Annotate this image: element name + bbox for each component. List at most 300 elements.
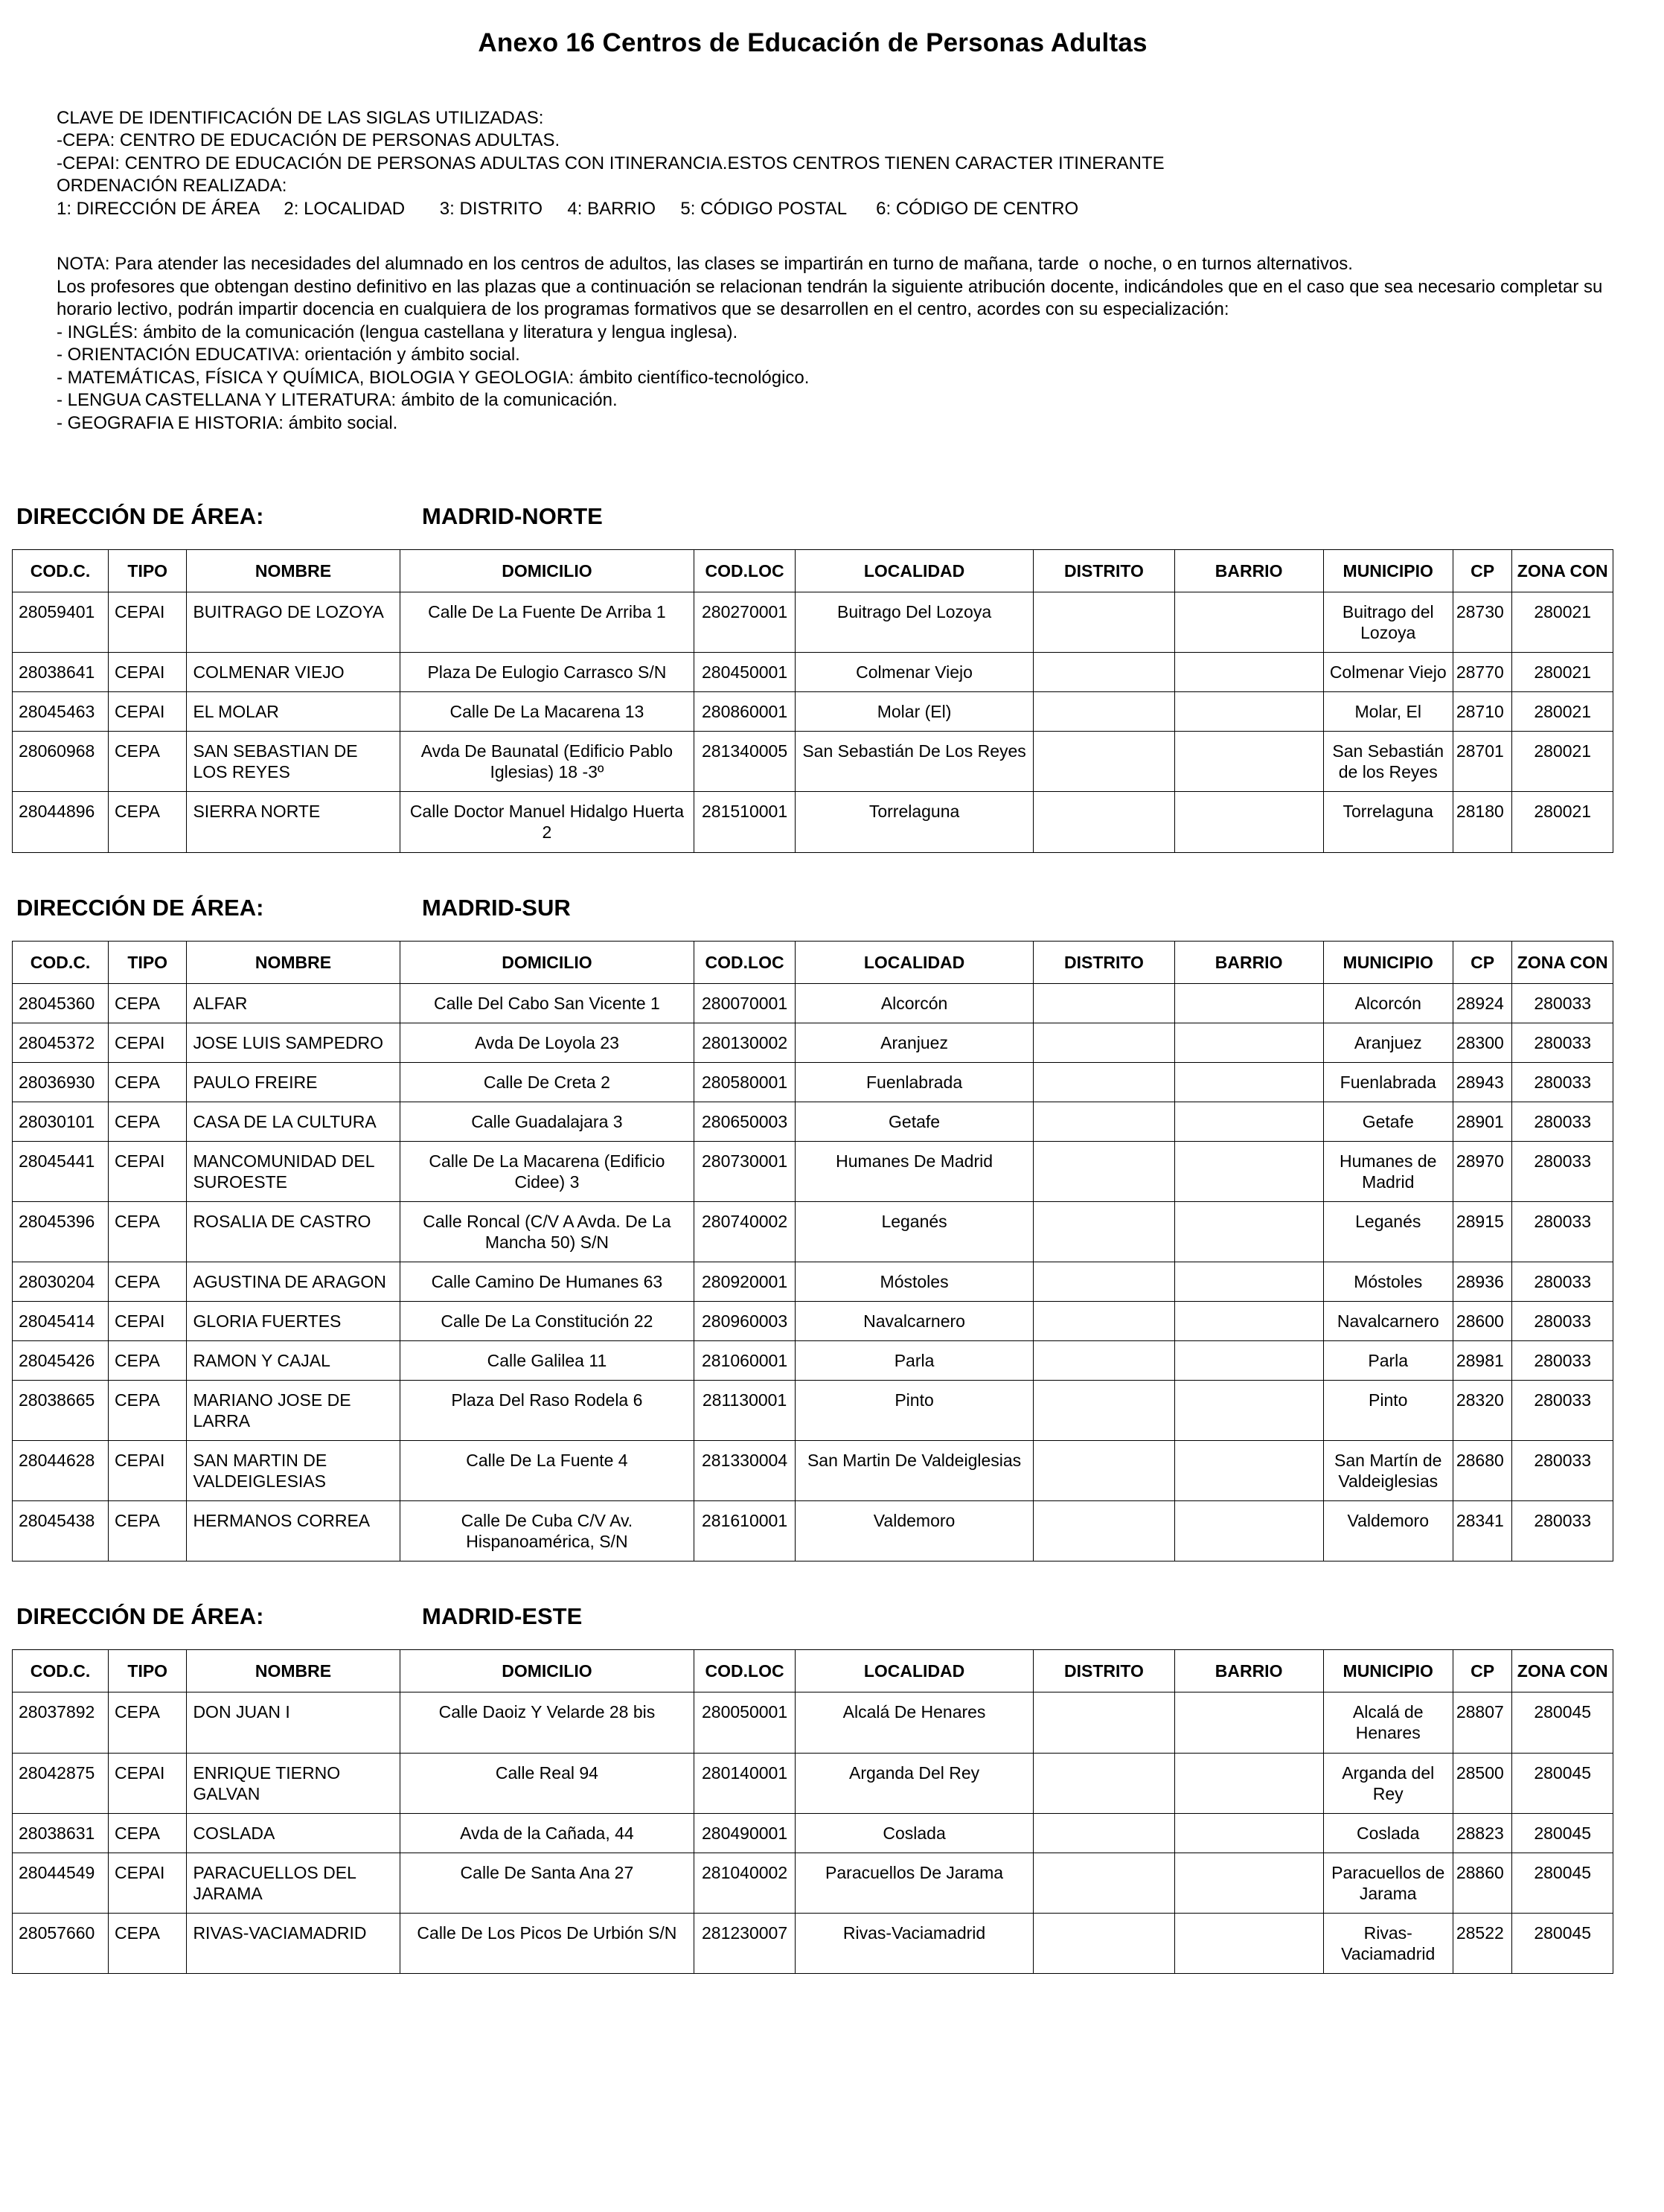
table-cell: 28045360 <box>13 983 109 1023</box>
table-cell: RAMON Y CAJAL <box>187 1341 400 1381</box>
table-cell: Valdemoro <box>1323 1501 1453 1561</box>
text-line: - GEOGRAFIA E HISTORIA: ámbito social. <box>57 412 398 433</box>
table-cell: Avda de la Cañada, 44 <box>400 1813 694 1853</box>
table-cell: 28036930 <box>13 1062 109 1102</box>
table-cell: Parla <box>1323 1341 1453 1381</box>
table-cell: Calle De La Macarena (Edificio Cidee) 3 <box>400 1141 694 1201</box>
table-cell: 280450001 <box>694 653 796 692</box>
table-row <box>13 1753 1613 1813</box>
table-cell: 281330004 <box>694 1441 796 1501</box>
table-cell: 280021 <box>1512 792 1613 852</box>
table-cell: CEPAI <box>109 1441 187 1501</box>
table-cell: 28045463 <box>13 692 109 732</box>
intro-text <box>57 107 1613 435</box>
table-body <box>13 592 1613 852</box>
table-cell: 28037892 <box>13 1692 109 1753</box>
section-madrid-sur <box>12 895 1613 1562</box>
table-cell: Valdemoro <box>795 1501 1034 1561</box>
table-cell: Rivas-Vaciamadrid <box>1323 1913 1453 1973</box>
table-cell <box>1174 1501 1323 1561</box>
table-cell: PARACUELLOS DEL JARAMA <box>187 1853 400 1913</box>
area-name: MADRID-ESTE <box>422 1603 583 1630</box>
table-cell: CEPAI <box>109 1753 187 1813</box>
column-header: LOCALIDAD <box>795 550 1034 592</box>
table-cell: 28045438 <box>13 1501 109 1561</box>
table-cell: 281610001 <box>694 1501 796 1561</box>
table-cell: CEPA <box>109 792 187 852</box>
table-cell: Humanes De Madrid <box>795 1141 1034 1201</box>
section-heading <box>16 895 1613 921</box>
table-cell: 280140001 <box>694 1753 796 1813</box>
table-cell <box>1174 1102 1323 1141</box>
table-cell: Parla <box>795 1341 1034 1381</box>
table-cell: 28180 <box>1453 792 1512 852</box>
table-cell: CEPA <box>109 1102 187 1141</box>
table-cell: 280033 <box>1512 1102 1613 1141</box>
centers-table-este <box>12 1649 1613 1973</box>
table-cell: Leganés <box>1323 1201 1453 1262</box>
table-cell <box>1174 1023 1323 1062</box>
table-cell: Plaza De Eulogio Carrasco S/N <box>400 653 694 692</box>
table-cell <box>1034 1501 1174 1561</box>
column-header: MUNICIPIO <box>1323 550 1453 592</box>
table-cell: 28045372 <box>13 1023 109 1062</box>
table-cell: 28042875 <box>13 1753 109 1813</box>
table-cell <box>1174 792 1323 852</box>
table-cell: Getafe <box>1323 1102 1453 1141</box>
table-cell <box>1174 732 1323 792</box>
nota-block <box>57 253 1613 435</box>
table-cell: 28045426 <box>13 1341 109 1381</box>
area-label: DIRECCIÓN DE ÁREA: <box>16 894 264 921</box>
table-cell: Calle De Los Picos De Urbión S/N <box>400 1913 694 1973</box>
table-cell: 28500 <box>1453 1753 1512 1813</box>
section-heading <box>16 503 1613 530</box>
table-cell: Calle Camino De Humanes 63 <box>400 1262 694 1301</box>
column-header: DOMICILIO <box>400 1650 694 1692</box>
table-cell: 281130001 <box>694 1381 796 1441</box>
text-line: Los profesores que obtengan destino definitivo en las plazas que a continuación se relacionan tendrán la siguiente atribución docente, indicándoles que en el caso que sea necesario completar su horario lectivo, podrán impartir docencia en cualquiera de los programas formativos que se desarrollen en el centro, acordes con su especialización: <box>57 276 1608 320</box>
table-cell <box>1174 1813 1323 1853</box>
text-line: - INGLÉS: ámbito de la comunicación (lengua castellana y literatura y lengua inglesa). <box>57 322 738 342</box>
table-cell: Móstoles <box>1323 1262 1453 1301</box>
table-cell: 280033 <box>1512 1201 1613 1262</box>
table-cell <box>1174 1853 1323 1913</box>
table-header-row <box>13 941 1613 983</box>
table-cell: CEPA <box>109 732 187 792</box>
table-cell: CEPA <box>109 1913 187 1973</box>
table-cell <box>1034 1853 1174 1913</box>
table-cell: CEPA <box>109 1692 187 1753</box>
column-header: MUNICIPIO <box>1323 941 1453 983</box>
table-cell: 280021 <box>1512 732 1613 792</box>
table-cell: DON JUAN I <box>187 1692 400 1753</box>
table-cell: 280860001 <box>694 692 796 732</box>
table-cell: 28045441 <box>13 1141 109 1201</box>
table-cell: Fuenlabrada <box>795 1062 1034 1102</box>
table-cell <box>1034 1141 1174 1201</box>
table-row <box>13 792 1613 852</box>
table-cell: Móstoles <box>795 1262 1034 1301</box>
table-cell <box>1034 1753 1174 1813</box>
table-cell: Torrelaguna <box>795 792 1034 852</box>
section-madrid-norte <box>12 503 1613 852</box>
column-header: NOMBRE <box>187 550 400 592</box>
table-cell: 28038631 <box>13 1813 109 1853</box>
table-cell: 280070001 <box>694 983 796 1023</box>
column-header: ZONA CON <box>1512 941 1613 983</box>
area-label: DIRECCIÓN DE ÁREA: <box>16 503 264 530</box>
table-cell: ROSALIA DE CASTRO <box>187 1201 400 1262</box>
table-cell: Avda De Baunatal (Edificio Pablo Iglesias) 18 -3º <box>400 732 694 792</box>
table-cell: 281040002 <box>694 1853 796 1913</box>
table-row <box>13 1301 1613 1340</box>
table-cell: Plaza Del Raso Rodela 6 <box>400 1381 694 1441</box>
table-cell <box>1174 1913 1323 1973</box>
table-cell: Calle De La Macarena 13 <box>400 692 694 732</box>
table-cell: 280580001 <box>694 1062 796 1102</box>
table-cell: 280050001 <box>694 1692 796 1753</box>
table-cell <box>1034 1913 1174 1973</box>
table-row <box>13 1102 1613 1141</box>
table-cell <box>1174 653 1323 692</box>
table-cell: Calle Roncal (C/V A Avda. De La Mancha 50) S/N <box>400 1201 694 1262</box>
table-cell <box>1034 1381 1174 1441</box>
table-cell: 280650003 <box>694 1102 796 1141</box>
table-cell <box>1034 983 1174 1023</box>
table-cell: Calle De Santa Ana 27 <box>400 1853 694 1913</box>
column-header: DISTRITO <box>1034 941 1174 983</box>
table-cell: 28943 <box>1453 1062 1512 1102</box>
table-cell: 28936 <box>1453 1262 1512 1301</box>
table-header-row <box>13 550 1613 592</box>
table-cell: Calle Galilea 11 <box>400 1341 694 1381</box>
table-cell: 281230007 <box>694 1913 796 1973</box>
table-cell: 280045 <box>1512 1692 1613 1753</box>
table-cell: 28770 <box>1453 653 1512 692</box>
table-cell <box>1034 732 1174 792</box>
table-cell: Aranjuez <box>795 1023 1034 1062</box>
table-cell: COSLADA <box>187 1813 400 1853</box>
column-header: TIPO <box>109 1650 187 1692</box>
column-header: COD.C. <box>13 1650 109 1692</box>
table-cell: RIVAS-VACIAMADRID <box>187 1913 400 1973</box>
table-cell: Buitrago Del Lozoya <box>795 592 1034 653</box>
table-cell: Buitrago del Lozoya <box>1323 592 1453 653</box>
table-cell: Paracuellos De Jarama <box>795 1853 1034 1913</box>
table-cell: 28710 <box>1453 692 1512 732</box>
table-row <box>13 983 1613 1023</box>
table-cell: 281060001 <box>694 1341 796 1381</box>
table-header-row <box>13 1650 1613 1692</box>
table-cell: CEPA <box>109 1381 187 1441</box>
text-line: NOTA: Para atender las necesidades del alumnado en los centros de adultos, las clases se impartirán en turno de mañana, tarde o noche, o en turnos alternativos. <box>57 254 1353 275</box>
table-cell: 281340005 <box>694 732 796 792</box>
column-header: BARRIO <box>1174 1650 1323 1692</box>
table-cell: SAN MARTIN DE VALDEIGLESIAS <box>187 1441 400 1501</box>
table-cell: 280033 <box>1512 1381 1613 1441</box>
area-name: MADRID-NORTE <box>422 503 603 530</box>
table-cell: BUITRAGO DE LOZOYA <box>187 592 400 653</box>
column-header: TIPO <box>109 550 187 592</box>
table-cell: 280033 <box>1512 1262 1613 1301</box>
table-body <box>13 983 1613 1561</box>
table-cell: 28044628 <box>13 1441 109 1501</box>
table-cell: 28038665 <box>13 1381 109 1441</box>
table-cell: 280045 <box>1512 1913 1613 1973</box>
table-cell: 28030101 <box>13 1102 109 1141</box>
text-line: - ORIENTACIÓN EDUCATIVA: orientación y ámbito social. <box>57 345 520 365</box>
table-row <box>13 592 1613 653</box>
table-cell: 28341 <box>1453 1501 1512 1561</box>
table-body <box>13 1692 1613 1973</box>
table-cell: CEPAI <box>109 592 187 653</box>
table-cell: San Martin De Valdeiglesias <box>795 1441 1034 1501</box>
table-cell <box>1174 692 1323 732</box>
table-cell: Molar (El) <box>795 692 1034 732</box>
table-cell: CEPA <box>109 1201 187 1262</box>
table-cell: Calle Daoiz Y Velarde 28 bis <box>400 1692 694 1753</box>
text-line: 1: DIRECCIÓN DE ÁREA 2: LOCALIDAD 3: DISTRITO 4: BARRIO 5: CÓDIGO POSTAL 6: CÓDIGO DE CENTRO <box>57 198 1079 219</box>
table-row <box>13 1501 1613 1561</box>
table-row <box>13 1141 1613 1201</box>
table-cell: 28060968 <box>13 732 109 792</box>
table-cell: 28730 <box>1453 592 1512 653</box>
table-cell <box>1034 1062 1174 1102</box>
table-cell: PAULO FREIRE <box>187 1062 400 1102</box>
table-cell: 28981 <box>1453 1341 1512 1381</box>
column-header: LOCALIDAD <box>795 941 1034 983</box>
column-header: TIPO <box>109 941 187 983</box>
table-cell <box>1174 1341 1323 1381</box>
table-cell: 28915 <box>1453 1201 1512 1262</box>
table-cell: Humanes de Madrid <box>1323 1141 1453 1201</box>
table-cell: 280045 <box>1512 1813 1613 1853</box>
table-cell: CEPA <box>109 1813 187 1853</box>
table-cell: MARIANO JOSE DE LARRA <box>187 1381 400 1441</box>
column-header: ZONA CON <box>1512 1650 1613 1692</box>
table-cell: Alcorcón <box>795 983 1034 1023</box>
table-row <box>13 1341 1613 1381</box>
table-cell: 28970 <box>1453 1141 1512 1201</box>
column-header: ZONA CON <box>1512 550 1613 592</box>
table-cell: 28038641 <box>13 653 109 692</box>
column-header: COD.C. <box>13 550 109 592</box>
table-row <box>13 1813 1613 1853</box>
table-cell <box>1174 1201 1323 1262</box>
table-row <box>13 1853 1613 1913</box>
column-header: CP <box>1453 941 1512 983</box>
table-cell <box>1034 1692 1174 1753</box>
table-cell: Paracuellos de Jarama <box>1323 1853 1453 1913</box>
table-row <box>13 1262 1613 1301</box>
table-cell: CEPAI <box>109 1853 187 1913</box>
table-cell: 28059401 <box>13 592 109 653</box>
table-cell: 28045414 <box>13 1301 109 1340</box>
column-header: DISTRITO <box>1034 550 1174 592</box>
table-cell <box>1034 1201 1174 1262</box>
table-cell: Navalcarnero <box>1323 1301 1453 1340</box>
column-header: CP <box>1453 550 1512 592</box>
table-cell: 28320 <box>1453 1381 1512 1441</box>
table-cell <box>1034 1813 1174 1853</box>
table-cell: 28924 <box>1453 983 1512 1023</box>
table-cell: CEPA <box>109 983 187 1023</box>
column-header: DOMICILIO <box>400 550 694 592</box>
centers-table-norte <box>12 549 1613 852</box>
table-cell: JOSE LUIS SAMPEDRO <box>187 1023 400 1062</box>
table-cell: 28807 <box>1453 1692 1512 1753</box>
table-cell: 28901 <box>1453 1102 1512 1141</box>
table-cell: Molar, El <box>1323 692 1453 732</box>
table-cell <box>1034 653 1174 692</box>
table-cell <box>1174 1301 1323 1340</box>
table-cell: SAN SEBASTIAN DE LOS REYES <box>187 732 400 792</box>
table-cell: Arganda del Rey <box>1323 1753 1453 1813</box>
table-cell: CEPAI <box>109 653 187 692</box>
table-cell <box>1174 1692 1323 1753</box>
area-name: MADRID-SUR <box>422 894 571 921</box>
table-cell <box>1034 1341 1174 1381</box>
table-cell: Calle De La Constitución 22 <box>400 1301 694 1340</box>
table-cell: San Sebastián de los Reyes <box>1323 732 1453 792</box>
table-cell <box>1034 1262 1174 1301</box>
table-cell: 281510001 <box>694 792 796 852</box>
table-cell: Leganés <box>795 1201 1034 1262</box>
table-cell: Calle De Cuba C/V Av. Hispanoamérica, S/N <box>400 1501 694 1561</box>
table-cell: CEPA <box>109 1262 187 1301</box>
table-cell: CASA DE LA CULTURA <box>187 1102 400 1141</box>
table-cell: 280033 <box>1512 1301 1613 1340</box>
table-cell: 280730001 <box>694 1141 796 1201</box>
table-cell: Calle De La Fuente De Arriba 1 <box>400 592 694 653</box>
table-row <box>13 1023 1613 1062</box>
table-cell: Pinto <box>795 1381 1034 1441</box>
table-cell: 280740002 <box>694 1201 796 1262</box>
table-cell: Calle De La Fuente 4 <box>400 1441 694 1501</box>
text-line: CLAVE DE IDENTIFICACIÓN DE LAS SIGLAS UTILIZADAS: <box>57 108 544 128</box>
table-cell <box>1034 792 1174 852</box>
table-cell: 28057660 <box>13 1913 109 1973</box>
table-cell: Alcalá De Henares <box>795 1692 1034 1753</box>
table-cell: 28300 <box>1453 1023 1512 1062</box>
table-cell: CEPAI <box>109 1141 187 1201</box>
table-cell: Colmenar Viejo <box>795 653 1034 692</box>
table-cell: Alcorcón <box>1323 983 1453 1023</box>
table-cell: Pinto <box>1323 1381 1453 1441</box>
table-cell: 280021 <box>1512 653 1613 692</box>
table-cell: 280130002 <box>694 1023 796 1062</box>
column-header: DISTRITO <box>1034 1650 1174 1692</box>
column-header: CP <box>1453 1650 1512 1692</box>
column-header: NOMBRE <box>187 1650 400 1692</box>
table-cell: 28600 <box>1453 1301 1512 1340</box>
table-cell: 280045 <box>1512 1753 1613 1813</box>
table-cell: Coslada <box>1323 1813 1453 1853</box>
text-line: - MATEMÁTICAS, FÍSICA Y QUÍMICA, BIOLOGIA Y GEOLOGIA: ámbito científico-tecnológico. <box>57 367 810 388</box>
table-cell: 280033 <box>1512 1062 1613 1102</box>
table-cell: ENRIQUE TIERNO GALVAN <box>187 1753 400 1813</box>
table-row <box>13 732 1613 792</box>
table-row <box>13 1913 1613 1973</box>
table-cell <box>1174 1062 1323 1102</box>
table-row <box>13 1062 1613 1102</box>
table-cell: Navalcarnero <box>795 1301 1034 1340</box>
table-cell <box>1034 592 1174 653</box>
table-cell: AGUSTINA DE ARAGON <box>187 1262 400 1301</box>
table-cell <box>1174 1753 1323 1813</box>
table-cell <box>1034 1023 1174 1062</box>
table-cell: HERMANOS CORREA <box>187 1501 400 1561</box>
table-cell: 28680 <box>1453 1441 1512 1501</box>
text-line: ORDENACIÓN REALIZADA: <box>57 176 287 196</box>
table-cell: Alcalá de Henares <box>1323 1692 1453 1753</box>
table-cell: Fuenlabrada <box>1323 1062 1453 1102</box>
table-cell: CEPA <box>109 1062 187 1102</box>
table-cell: San Sebastián De Los Reyes <box>795 732 1034 792</box>
table-cell: Calle Real 94 <box>400 1753 694 1813</box>
table-cell <box>1034 692 1174 732</box>
table-cell: 280033 <box>1512 983 1613 1023</box>
area-label: DIRECCIÓN DE ÁREA: <box>16 1603 264 1630</box>
section-heading <box>16 1603 1613 1630</box>
table-cell: 28044896 <box>13 792 109 852</box>
table-cell: Rivas-Vaciamadrid <box>795 1913 1034 1973</box>
column-header: LOCALIDAD <box>795 1650 1034 1692</box>
table-cell: CEPA <box>109 1501 187 1561</box>
table-cell: ALFAR <box>187 983 400 1023</box>
column-header: COD.LOC <box>694 941 796 983</box>
table-cell: 280270001 <box>694 592 796 653</box>
column-header: COD.LOC <box>694 550 796 592</box>
table-row <box>13 1381 1613 1441</box>
table-cell: EL MOLAR <box>187 692 400 732</box>
table-row <box>13 692 1613 732</box>
column-header: COD.C. <box>13 941 109 983</box>
text-line: -CEPAI: CENTRO DE EDUCACIÓN DE PERSONAS ADULTAS CON ITINERANCIA.ESTOS CENTROS TIENEN CARACTER ITINERANTE <box>57 153 1165 173</box>
table-row <box>13 653 1613 692</box>
table-cell: 280920001 <box>694 1262 796 1301</box>
table-cell: Arganda Del Rey <box>795 1753 1034 1813</box>
text-line: -CEPA: CENTRO DE EDUCACIÓN DE PERSONAS ADULTAS. <box>57 130 560 151</box>
table-cell: Calle Guadalajara 3 <box>400 1102 694 1141</box>
table-row <box>13 1441 1613 1501</box>
table-cell <box>1034 1441 1174 1501</box>
column-header: BARRIO <box>1174 550 1323 592</box>
table-cell: Aranjuez <box>1323 1023 1453 1062</box>
table-cell: 280490001 <box>694 1813 796 1853</box>
table-row <box>13 1692 1613 1753</box>
table-cell: 28044549 <box>13 1853 109 1913</box>
table-cell: CEPAI <box>109 692 187 732</box>
table-cell: COLMENAR VIEJO <box>187 653 400 692</box>
column-header: NOMBRE <box>187 941 400 983</box>
text-line: - LENGUA CASTELLANA Y LITERATURA: ámbito de la comunicación. <box>57 390 618 411</box>
table-cell: CEPAI <box>109 1023 187 1062</box>
table-cell <box>1174 1262 1323 1301</box>
table-cell: Getafe <box>795 1102 1034 1141</box>
centers-table-sur <box>12 941 1613 1562</box>
clave-block <box>57 107 1613 220</box>
table-cell <box>1174 1381 1323 1441</box>
table-cell: 28030204 <box>13 1262 109 1301</box>
table-cell <box>1174 1141 1323 1201</box>
column-header: MUNICIPIO <box>1323 1650 1453 1692</box>
table-cell: 280960003 <box>694 1301 796 1340</box>
table-cell: 280033 <box>1512 1341 1613 1381</box>
table-cell: Coslada <box>795 1813 1034 1853</box>
table-cell <box>1034 1301 1174 1340</box>
